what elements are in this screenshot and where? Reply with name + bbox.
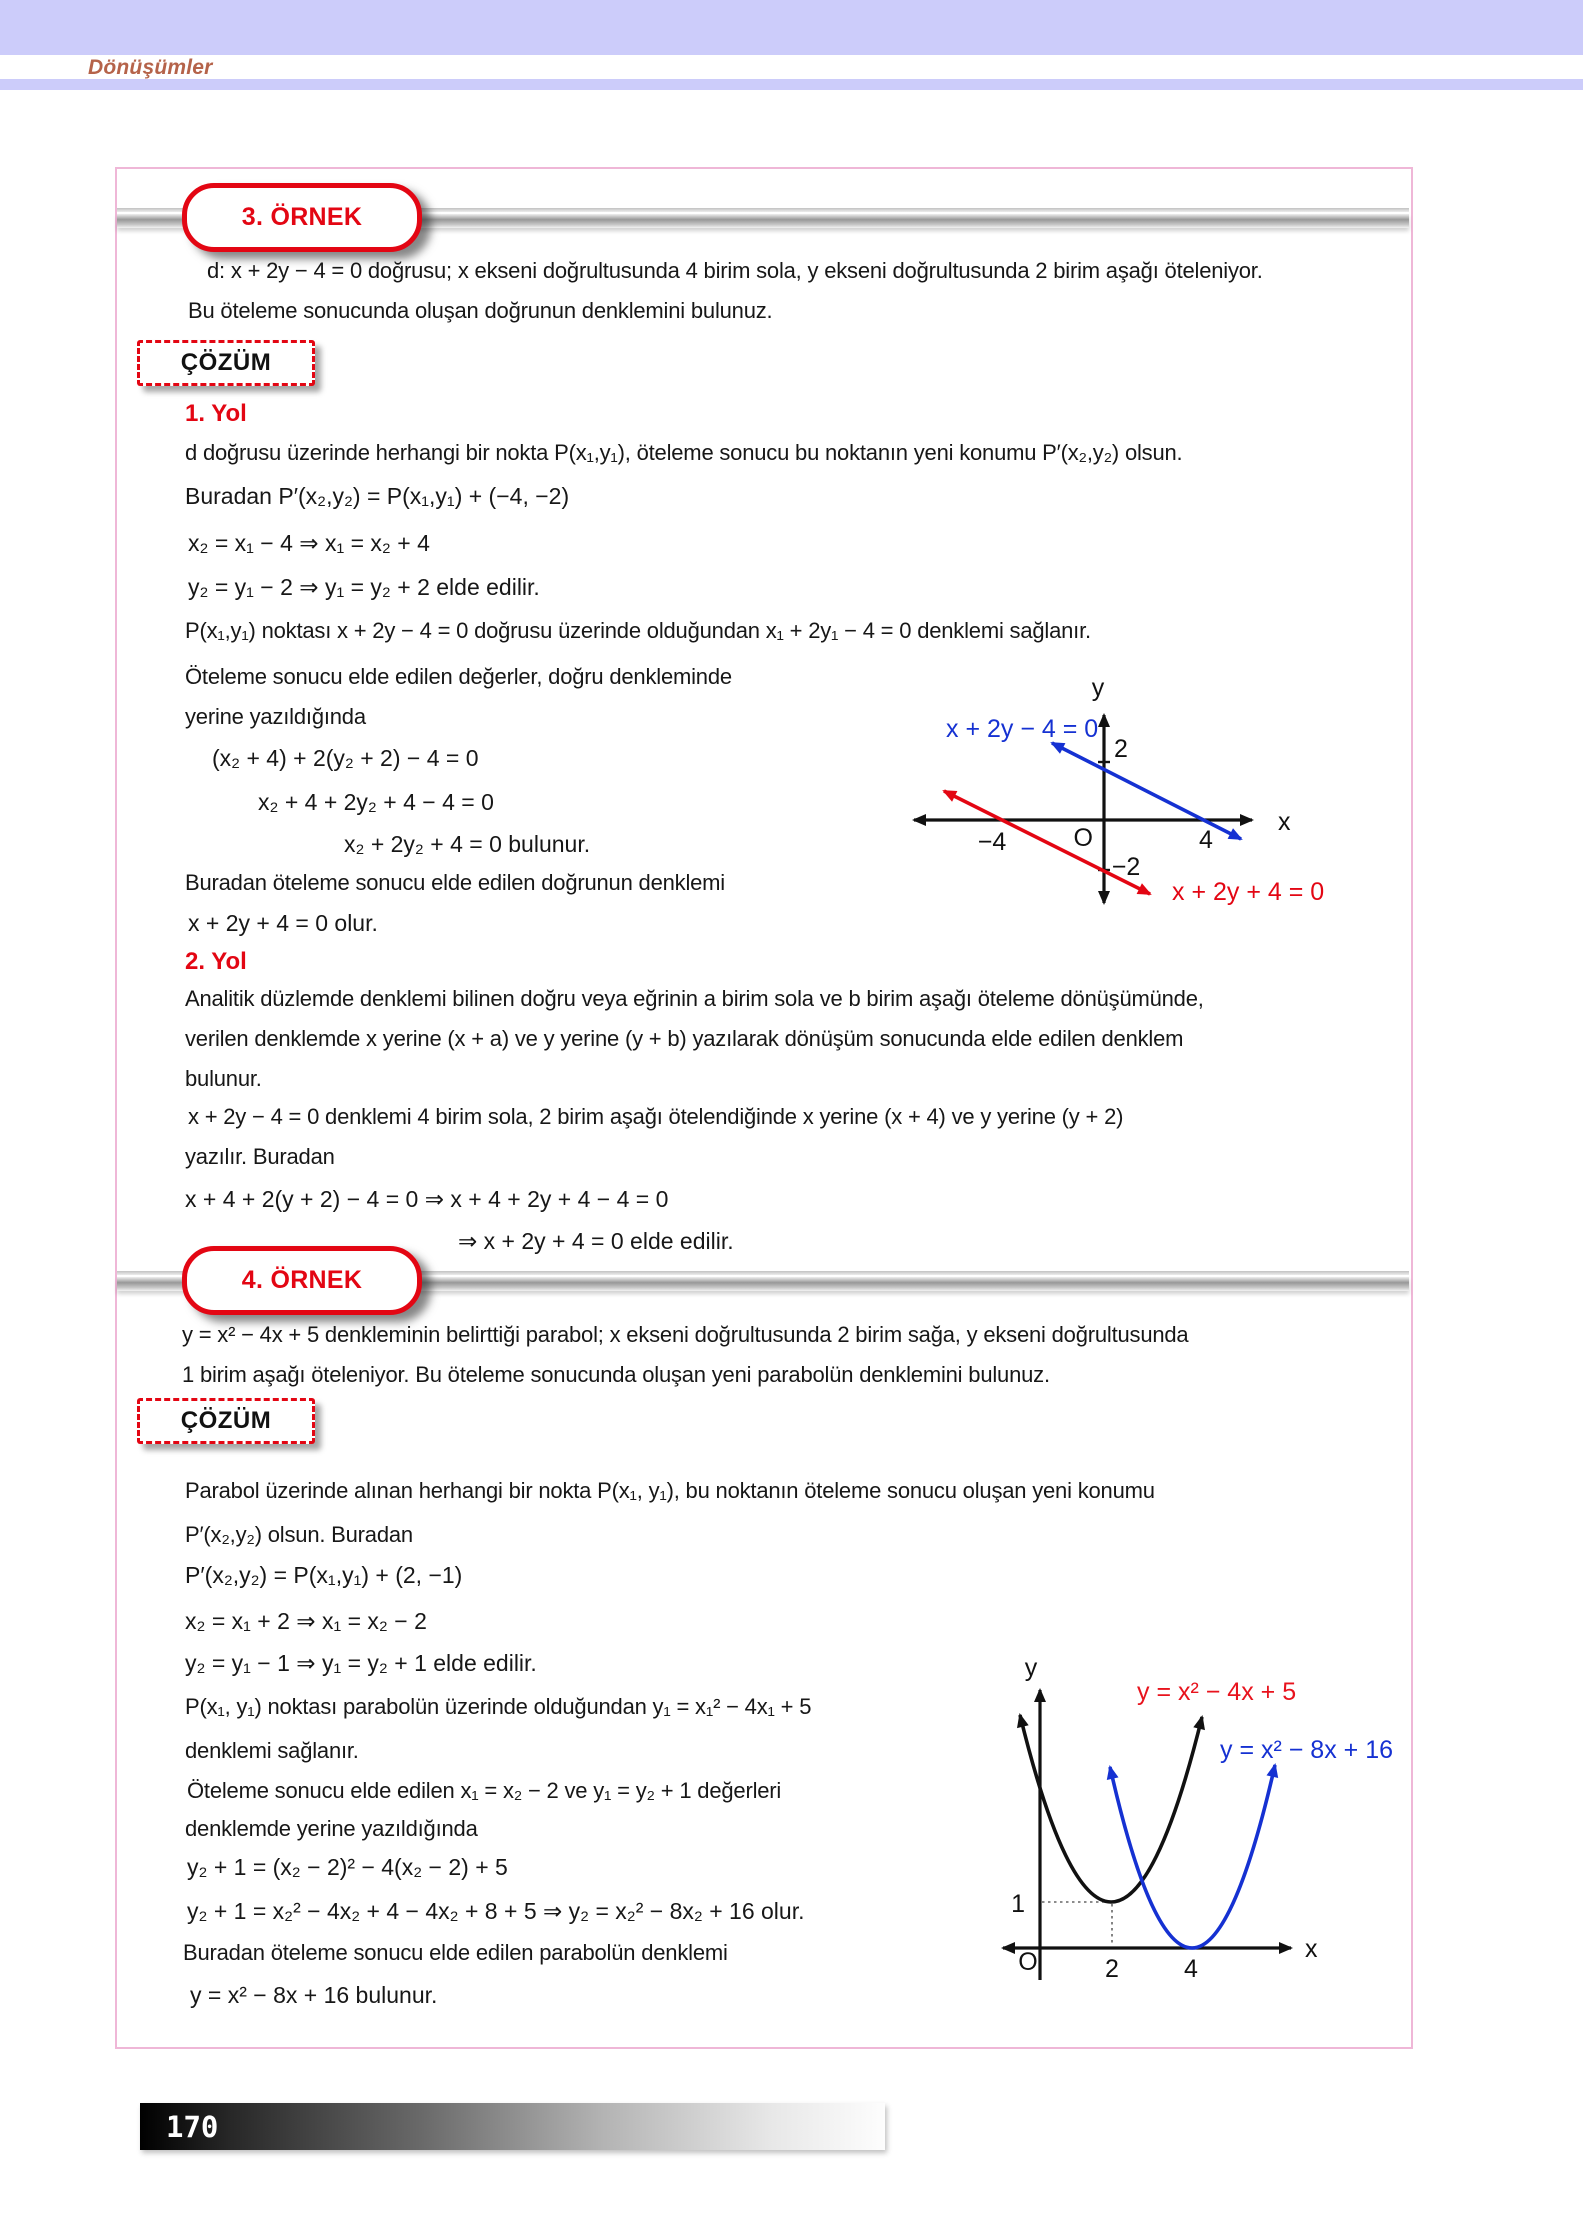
blue-line-equation: x + 2y − 4 = 0: [946, 715, 1099, 743]
black-parabola: [1020, 1715, 1202, 1902]
origin-label: O: [1073, 824, 1093, 852]
example4-badge-label: 4. ÖRNEK: [241, 1266, 363, 1294]
way1-line: x₂ = x₁ − 4 ⇒ x₁ = x₂ + 4: [188, 530, 430, 556]
way2-label: 2. Yol: [185, 948, 247, 975]
example4-line: P(x₁, y₁) noktası parabolün üzerinde olduğundan y₁ = x₁² − 4x₁ + 5: [185, 1694, 812, 1719]
y-axis-label: y: [1024, 1654, 1038, 1682]
example3-problem-line1: d: x + 2y − 4 = 0 doğrusu; x ekseni doğrultusunda 4 birim sola, y ekseni doğrultusunda 2 birim aşağı öteleniyor.: [207, 258, 1263, 283]
example4-problem-line1: y = x² − 4x + 5 denkleminin belirttiği parabol; x ekseni doğrultusunda 2 birim sağa, y ekseni doğrultusunda: [182, 1322, 1189, 1347]
example4-badge: [182, 1246, 422, 1315]
x-axis-label: x: [1278, 808, 1291, 836]
page-number: 170: [166, 2109, 219, 2144]
tick-label-2: 2: [1105, 1955, 1119, 1983]
example4-line: denklemde yerine yazıldığında: [185, 1816, 478, 1841]
blue-parabola: [1110, 1765, 1275, 1948]
example3-problem-line2: Bu öteleme sonucunda oluşan doğrunun denklemini bulunuz.: [188, 298, 773, 323]
example4-equation: y = x² − 8x + 16 bulunur.: [190, 1982, 438, 2008]
header-band-top: [0, 0, 1583, 55]
example4-line: Parabol üzerinde alınan herhangi bir nokta P(x₁, y₁), bu noktanın öteleme sonucu oluşan yeni konumu: [185, 1478, 1155, 1503]
example4-equation: y₂ + 1 = (x₂ − 2)² − 4(x₂ − 2) + 5: [187, 1854, 508, 1880]
way1-line: Öteleme sonucu elde edilen değerler, doğru denkleminde: [185, 664, 732, 689]
way1-line: Buradan öteleme sonucu elde edilen doğrunun denklemi: [185, 870, 725, 895]
way2-line: Analitik düzlemde denklemi bilinen doğru veya eğrinin a birim sola ve b birim aşağı öteleme dönüşümünde,: [185, 986, 1204, 1011]
y-axis-label: y: [1091, 674, 1105, 702]
example3-solution-badge: [137, 340, 315, 386]
parabola-translation-graph: [975, 1650, 1411, 2010]
tick-label-2: 2: [1114, 735, 1128, 763]
way1-label: 1. Yol: [185, 400, 247, 427]
way2-equation: x + 4 + 2(y + 2) − 4 = 0 ⇒ x + 4 + 2y + 4 − 4 = 0: [185, 1186, 669, 1212]
way2-line: verilen denklemde x yerine (x + a) ve y yerine (y + b) yazılarak dönüşüm sonucunda elde edilen denklem: [185, 1026, 1184, 1051]
example4-equation: x₂ = x₁ + 2 ⇒ x₁ = x₂ − 2: [185, 1608, 427, 1634]
black-parabola-equation: y = x² − 4x + 5: [1137, 1678, 1297, 1706]
example4-line: denklemi sağlanır.: [185, 1738, 359, 1763]
red-line-equation: x + 2y + 4 = 0: [1172, 878, 1325, 906]
way1-equation: x₂ + 4 + 2y₂ + 4 − 4 = 0: [258, 789, 494, 815]
tick-label-minus4: −4: [977, 828, 1007, 856]
tick-label-4: 4: [1199, 826, 1213, 854]
example4-line: P′(x₂,y₂) olsun. Buradan: [185, 1522, 413, 1547]
way1-equation: x₂ + 2y₂ + 4 = 0 bulunur.: [344, 831, 591, 857]
way1-line: P(x₁,y₁) noktası x + 2y − 4 = 0 doğrusu üzerinde olduğundan x₁ + 2y₁ − 4 = 0 denklemi sağlanır.: [185, 618, 1091, 643]
origin-label: O: [1018, 1948, 1038, 1976]
way1-line: x + 2y + 4 = 0 olur.: [188, 910, 378, 936]
header-band-bottom: [0, 79, 1583, 90]
blue-parabola-equation: y = x² − 8x + 16: [1220, 1736, 1394, 1764]
example4-equation: P′(x₂,y₂) = P(x₁,y₁) + (2, −1): [185, 1562, 463, 1588]
way1-line: Buradan P′(x₂,y₂) = P(x₁,y₁) + (−4, −2): [185, 483, 570, 509]
way2-line: bulunur.: [185, 1066, 262, 1091]
example4-line: Buradan öteleme sonucu elde edilen parabolün denklemi: [183, 1940, 728, 1965]
example4-equation: y₂ = y₁ − 1 ⇒ y₁ = y₂ + 1 elde edilir.: [185, 1650, 537, 1676]
way1-equation: (x₂ + 4) + 2(y₂ + 2) − 4 = 0: [212, 745, 479, 771]
way1-line: d doğrusu üzerinde herhangi bir nokta P(x₁,y₁), öteleme sonucu bu noktanın yeni konumu P′(x₂,y₂) olsun.: [185, 440, 1183, 465]
way2-line: x + 2y − 4 = 0 denklemi 4 birim sola, 2 birim aşağı ötelendiğinde x yerine (x + 4) ve y yerine (y + 2): [188, 1104, 1124, 1129]
x-axis-label: x: [1305, 1935, 1318, 1963]
example3-badge-label: 3. ÖRNEK: [241, 203, 363, 231]
way1-line: yerine yazıldığında: [185, 704, 366, 729]
way1-line: y₂ = y₁ − 2 ⇒ y₁ = y₂ + 2 elde edilir.: [188, 574, 540, 600]
example4-line: Öteleme sonucu elde edilen x₁ = x₂ − 2 ve y₁ = y₂ + 1 değerleri: [187, 1778, 782, 1803]
example4-solution-label: ÇÖZÜM: [180, 1407, 272, 1434]
page-number-bar: [140, 2103, 885, 2150]
example3-badge: [182, 183, 422, 252]
line-translation-graph: [880, 630, 1380, 930]
tick-label-minus2: −2: [1111, 853, 1141, 881]
example3-solution-label: ÇÖZÜM: [180, 349, 272, 376]
example4-equation: y₂ + 1 = x₂² − 4x₂ + 4 − 4x₂ + 8 + 5 ⇒ y₂ = x₂² − 8x₂ + 16 olur.: [187, 1898, 805, 1924]
way2-line: yazılır. Buradan: [185, 1144, 335, 1169]
chapter-title: Dönüşümler: [88, 56, 213, 79]
tick-label-1: 1: [1011, 1890, 1025, 1918]
example4-solution-badge: [137, 1398, 315, 1444]
tick-label-4: 4: [1184, 1955, 1198, 1983]
example4-problem-line2: 1 birim aşağı öteleniyor. Bu öteleme sonucunda oluşan yeni parabolün denklemini bulunuz.: [182, 1362, 1050, 1387]
way2-equation: ⇒ x + 2y + 4 = 0 elde edilir.: [458, 1228, 734, 1254]
